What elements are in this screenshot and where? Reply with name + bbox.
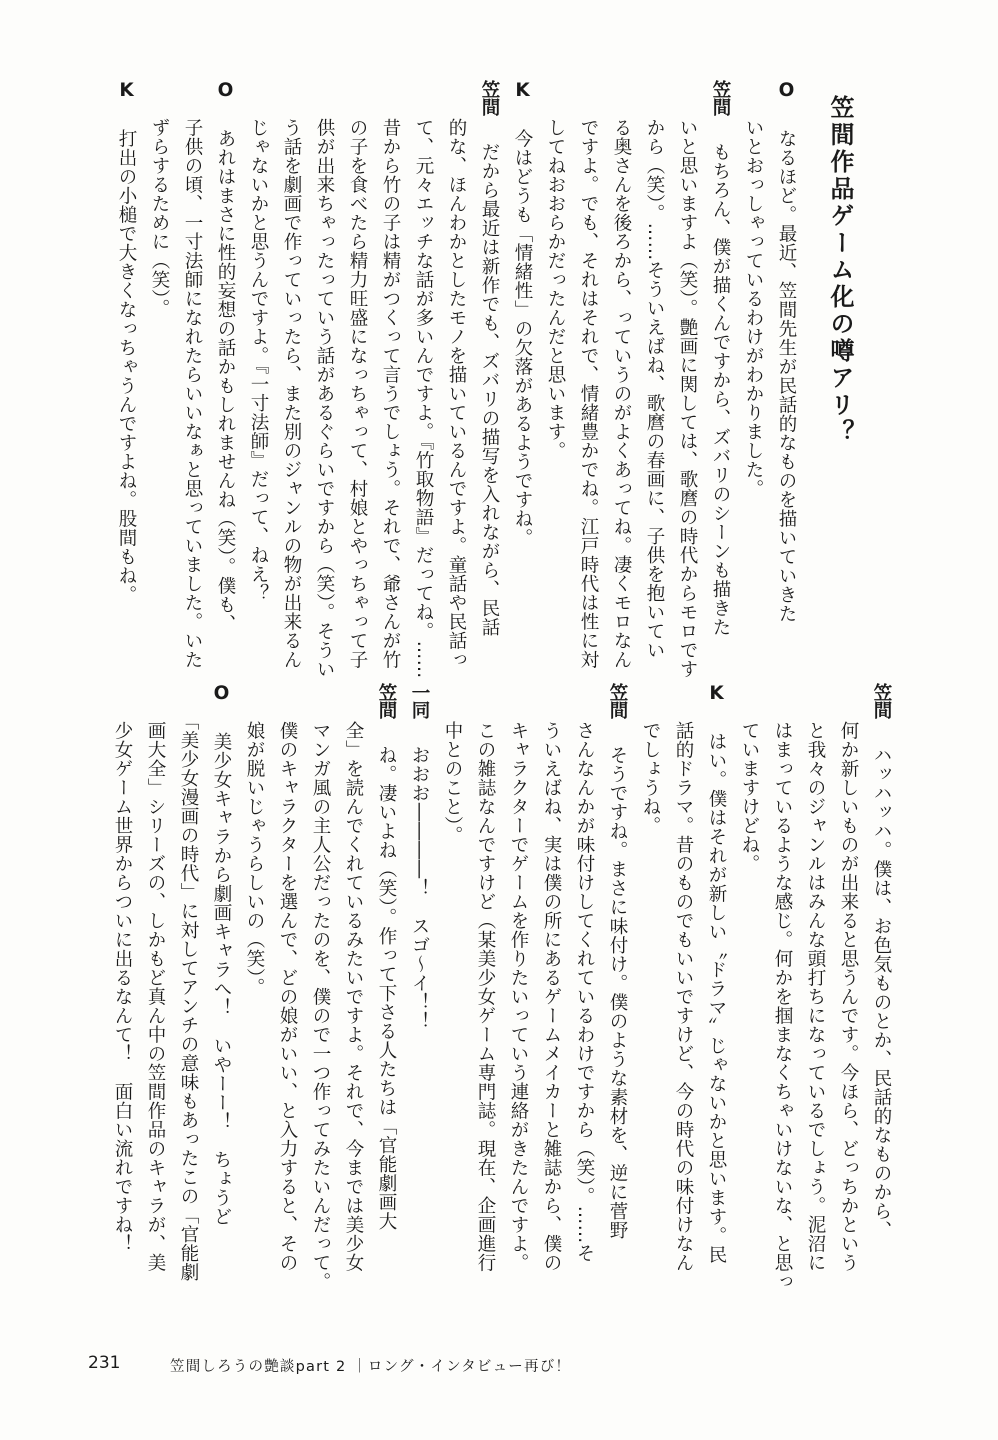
page-footer [0, 1353, 998, 1377]
utterance-text: いと思いますよ（笑）。艶画に関しては、歌麿の時代からモロです [677, 118, 698, 679]
speaker-label: 一同 [409, 683, 430, 718]
utterance-text: 全」を読んでくれているみたいですよ。それで、今までは美少女 [343, 721, 364, 1272]
utterance-line [176, 80, 209, 669]
utterance-text: してねおおらかだったんだと思います。 [545, 118, 566, 460]
utterance-first-line [403, 683, 436, 1245]
utterance-text: でしょうね。 [640, 721, 661, 835]
utterance-line [106, 683, 139, 1253]
speaker-label: K [512, 80, 533, 102]
utterance-text: いとおっしゃっているわけがわかりました。 [743, 118, 764, 498]
speaker-label: O [215, 80, 236, 102]
utterance-line [337, 683, 370, 1272]
utterance-line [275, 80, 308, 669]
utterance-line [671, 80, 704, 679]
utterance-line [440, 80, 473, 669]
utterance-first-line [700, 683, 733, 1265]
speaker-label: 笠間 [710, 80, 731, 115]
utterance-text: そうですね。まさに味付け。僕のような素材を、逆に菅野 [607, 745, 628, 1240]
utterance-first-line [209, 80, 242, 640]
utterance-first-line [865, 683, 898, 1245]
utterance-text: もちろん、僕が描くんですから、ズバリのシーンも描きた [710, 142, 731, 637]
speaker-label: 笠間 [607, 683, 628, 718]
utterance-text: ずらするために（笑）。 [149, 118, 170, 318]
utterance-text: ういえばね、実は僕の所にあるゲームメイカーと雑誌から、僕の [541, 721, 562, 1272]
utterance-text: おおお――――！ スゴ～イ！！ [409, 745, 430, 1031]
utterance-text: この雑誌なんですけど（某美少女ゲーム専門誌。現在、企画進行 [475, 721, 496, 1272]
page-number: 231 [88, 1353, 121, 1373]
utterance-line [737, 80, 770, 640]
utterance-first-line [370, 683, 403, 1245]
utterance-line [535, 683, 568, 1272]
utterance-line [308, 80, 341, 679]
utterance-first-line [506, 80, 539, 640]
utterance-line [667, 683, 700, 1272]
utterance-first-line [110, 80, 143, 640]
utterance-text: さんなんかが味付けしてくれているわけですから（笑）。……そ [574, 721, 595, 1263]
speaker-label: O [776, 80, 797, 102]
utterance-text: 今はどうも「情緒性」の欠落があるようですね。 [512, 129, 533, 548]
utterance-first-line [601, 683, 634, 1245]
interview-block-top [110, 80, 803, 679]
utterance-text: だから最近は新作でも、ズバリの描写を入れながら、民話 [479, 142, 500, 637]
utterance-text: 僕のキャラクターを選んで、どの娘がいい、と入力すると、その [277, 721, 298, 1272]
utterance-line [341, 80, 374, 669]
utterance-text: る奥さんを後ろから、っていうのがよくあってね。凄くモロなん [611, 118, 632, 669]
speaker-label: O [211, 683, 232, 705]
utterance-line [374, 80, 407, 669]
utterance-line [304, 683, 337, 1291]
utterance-text: 的な、ほんわかとしたモノを描いているんですよ。童話や民話っ [446, 118, 467, 669]
utterance-line [799, 683, 832, 1272]
speaker-label: K [706, 683, 727, 705]
utterance-line [539, 80, 572, 640]
utterance-text: 何か新しいものが出来ると思うんです。今ほら、どっちかという [838, 721, 859, 1272]
utterance-line [638, 80, 671, 660]
utterance-line [139, 683, 172, 1272]
utterance-first-line [770, 80, 803, 640]
utterance-line [469, 683, 502, 1272]
running-title: 笠間しろうの艶談part 2 ｜ロング・インタビュー再び！ [170, 1359, 572, 1375]
utterance-text: あれはまさに性的妄想の話かもしれませんね（笑）。僕も、 [215, 129, 236, 633]
utterance-text: 娘が脱いじゃうらしいの（笑）。 [244, 721, 265, 997]
utterance-line [766, 683, 799, 1291]
utterance-text: と我々のジャンルはみんな頭打ちになっているでしょう。泥沼に [805, 721, 826, 1272]
utterance-text: 供が出来ちゃったっていう話があるぐらいですから（笑）。そうい [314, 118, 335, 679]
utterance-text: から（笑）。……そういえばね、歌麿の春画に、子供を抱いてい [644, 118, 665, 660]
utterance-line [238, 683, 271, 1245]
utterance-text: 少女ゲーム世界からついに出るなんて！ 面白い流れですね！ [112, 721, 133, 1253]
speaker-label: 笠間 [376, 683, 397, 718]
utterance-line [733, 683, 766, 1245]
utterance-text: ハッハッハ。僕は、お色気ものとか、民話的なものから、 [871, 745, 892, 1240]
utterance-text: て、元々エッチな話が多いんですよ。『竹取物語』だってね。…… [413, 118, 434, 679]
utterance-first-line [704, 80, 737, 640]
utterance-text: キャラクターでゲームを作りたいっていう連絡がきたんですよ。 [508, 721, 529, 1272]
utterance-text: はまっているような感じ。何かを掴まなくちゃいけないな、と思っ [772, 721, 793, 1291]
utterance-text: ですよ。でも、それはそれで、情緒豊かでね。江戸時代は性に対 [578, 118, 599, 669]
utterance-text: 「美少女漫画の時代」に対してアンチの意味もあったこの「官能劇 [178, 721, 199, 1282]
utterance-line [143, 80, 176, 640]
utterance-text: 昔から竹の子は精がつくって言うでしょう。それで、爺さんが竹 [380, 118, 401, 669]
utterance-text: 美少女キャラから劇画キャラへ！ いやーー！ ちょうど [211, 732, 232, 1227]
utterance-line [568, 683, 601, 1263]
utterance-first-line [473, 80, 506, 640]
utterance-text: 話的ドラマ。昔のものでもいいですけど、今の時代の味付けなん [673, 721, 694, 1272]
utterance-text: マンガ風の主人公だったのを、僕ので一つ作ってみたいんだって。 [310, 721, 331, 1291]
utterance-text: う話を劇画で作っていったら、また別のジャンルの物が出来るん [281, 118, 302, 669]
interview-block-bottom [106, 683, 898, 1291]
utterance-text: 子供の頃、一寸法師になれたらいいなぁと思っていました。いた [182, 118, 203, 669]
speaker-label: 笠間 [871, 683, 892, 718]
utterance-text: の子を食べたら精力旺盛になっちゃって、村娘とやっちゃって子 [347, 118, 368, 669]
utterance-text: 画大全」シリーズの、しかもど真ん中の笠間作品のキャラが、美 [145, 721, 166, 1272]
utterance-line [605, 80, 638, 669]
utterance-first-line [205, 683, 238, 1245]
speaker-label: 笠間 [479, 80, 500, 115]
utterance-line [242, 80, 275, 640]
utterance-line [436, 683, 469, 1245]
utterance-line [832, 683, 865, 1272]
utterance-line [172, 683, 205, 1282]
utterance-text: なるほど。最近、笠間先生が民話的なものを描いていきた [776, 129, 797, 624]
utterance-line [572, 80, 605, 669]
utterance-line [271, 683, 304, 1272]
utterance-line [634, 683, 667, 1245]
utterance-text: 中とのこと）。 [442, 721, 463, 845]
section-heading: 笠間作品ゲーム化の噂アリ？ [826, 95, 854, 446]
utterance-line [502, 683, 535, 1272]
utterance-text: ていますけどね。 [739, 721, 760, 873]
speaker-label: K [116, 80, 137, 102]
utterance-text: ね。凄いよね（笑）。作って下さる人たちは「官能劇画大 [376, 745, 397, 1231]
utterance-text: はい。僕はそれが新しい〝ドラマ〟じゃないかと思います。民 [706, 732, 727, 1265]
utterance-text: 打出の小槌で大きくなっちゃうんですよね。股間もね。 [116, 129, 137, 605]
utterance-text: じゃないかと思うんですよ。『一寸法師』だって、ねえ？ [248, 118, 269, 603]
utterance-line [407, 80, 440, 679]
